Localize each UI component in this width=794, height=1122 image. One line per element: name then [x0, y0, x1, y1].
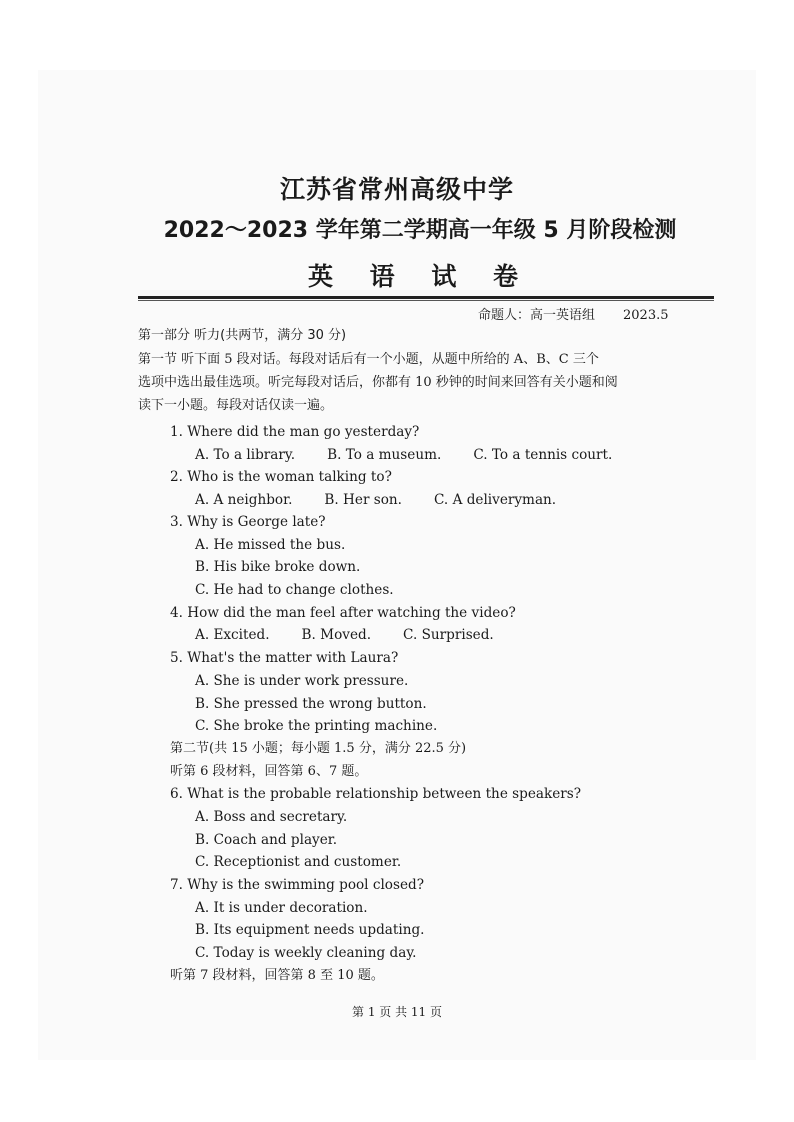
material-7-instruction: 听第 7 段材料，回答第 8 至 10 题。	[170, 968, 384, 983]
option-a: A. A neighbor.	[195, 492, 293, 508]
option-b: B. To a museum.	[327, 447, 442, 463]
option-c: C. A deliveryman.	[434, 492, 557, 508]
question-5-option-a: A. She is under work pressure.	[195, 673, 409, 689]
question-7-stem: 7. Why is the swimming pool closed?	[170, 877, 425, 893]
question-3-option-c: C. He had to change clothes.	[195, 582, 394, 598]
option-c: C. To a tennis court.	[473, 447, 613, 463]
question-4-options	[195, 626, 494, 644]
question-6-stem: 6. What is the probable relationship between the speakers?	[170, 786, 582, 802]
question-1-options	[195, 446, 612, 464]
school-title: 江苏省常州高级中学	[279, 175, 514, 204]
question-7-option-a: A. It is under decoration.	[195, 900, 368, 916]
question-5-option-c: C. She broke the printing machine.	[195, 718, 438, 734]
option-b: B. Moved.	[301, 627, 372, 643]
question-3-stem: 3. Why is George late?	[170, 514, 326, 530]
question-6-option-c: C. Receptionist and customer.	[195, 854, 402, 870]
exam-title: 2022～2023 学年第二学期高一年级 5 月阶段检测	[163, 218, 677, 243]
section1-instruction-1: 第一节 听下面 5 段对话。每段对话后有一个小题，从题中所给的 A、B、C 三个	[138, 352, 599, 367]
author-line	[478, 304, 669, 323]
section1-instruction-2: 选项中选出最佳选项。听完每段对话后，你都有 10 秒钟的时间来回答有关小题和阅	[138, 375, 618, 390]
option-b: B. Her son.	[324, 492, 403, 508]
question-7-option-b: B. Its equipment needs updating.	[195, 922, 425, 938]
question-2-options	[195, 491, 556, 509]
question-4-stem: 4. How did the man feel after watching the video?	[170, 605, 516, 621]
option-a: A. To a library.	[195, 447, 296, 463]
author-text: 命题人：高一英语组	[478, 308, 596, 323]
header-rule-thin	[138, 300, 714, 301]
question-1-stem: 1. Where did the man go yesterday?	[170, 424, 420, 440]
question-6-option-b: B. Coach and player.	[195, 832, 338, 848]
page-number: 第 1 页 共 11 页	[352, 1005, 442, 1019]
question-3-option-a: A. He missed the bus.	[195, 537, 346, 553]
question-5-option-b: B. She pressed the wrong button.	[195, 696, 427, 712]
question-7-option-c: C. Today is weekly cleaning day.	[195, 945, 417, 961]
section1-instruction-3: 读下一小题。每段对话仅读一遍。	[138, 398, 334, 413]
part1-heading: 第一部分 听力(共两节，满分 30 分)	[138, 328, 347, 343]
section2-heading: 第二节(共 15 小题；每小题 1.5 分，满分 22.5 分)	[170, 741, 467, 756]
question-3-option-b: B. His bike broke down.	[195, 559, 361, 575]
question-6-option-a: A. Boss and secretary.	[195, 809, 348, 825]
option-a: A. Excited.	[195, 627, 270, 643]
subject-title: 英 语 试 卷	[307, 262, 533, 291]
exam-date: 2023.5	[623, 308, 669, 323]
material-6-instruction: 听第 6 段材料，回答第 6、7 题。	[170, 764, 368, 779]
question-5-stem: 5. What's the matter with Laura?	[170, 650, 399, 666]
header-rule-thick	[138, 296, 714, 299]
option-c: C. Surprised.	[403, 627, 494, 643]
question-2-stem: 2. Who is the woman talking to?	[170, 469, 392, 485]
